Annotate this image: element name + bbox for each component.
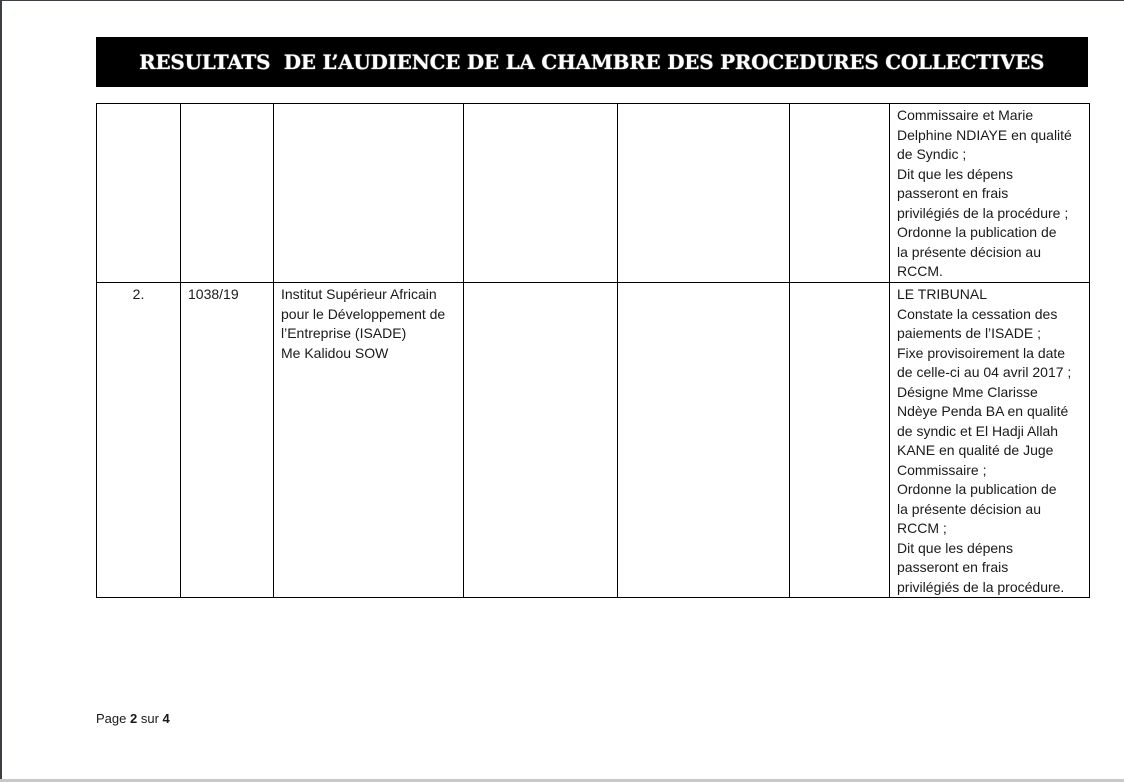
text-line: Dit que les dépens: [897, 539, 1013, 556]
text-line: de Syndic ;: [897, 146, 967, 162]
text-line: RCCM ;: [897, 520, 947, 536]
text-line: Institut Supérieur Africain: [281, 286, 437, 302]
total-pages-number: 4: [162, 711, 170, 726]
table-row: [97, 104, 1090, 283]
row-number-cell: 2.: [97, 283, 181, 598]
text-line: Dit que les dépens: [897, 165, 1013, 182]
page-of-label: sur: [140, 711, 159, 726]
text-line: Ordonne la publication de: [897, 481, 1057, 497]
parties-cell: [274, 283, 464, 598]
text-line: Me Kalidou SOW: [281, 344, 389, 361]
text-line: privilégiés de la procédure.: [897, 578, 1065, 595]
empty-cell: [618, 104, 790, 283]
text-line: privilégiés de la procédure ;: [897, 204, 1069, 221]
text-line: passeront en frais: [897, 185, 1009, 201]
text-line: de syndic et El Hadji Allah: [897, 422, 1059, 439]
text-line: passeront en frais: [897, 559, 1009, 575]
text-line: RCCM.: [897, 263, 943, 279]
parties-cell: [274, 104, 464, 283]
page-frame-top-border: [0, 0, 1124, 1]
table-row: [97, 283, 1090, 598]
case-ref-cell: [181, 104, 274, 283]
text-line: Ndèye Penda BA en qualité: [897, 403, 1069, 419]
document-title-banner: [96, 37, 1088, 87]
empty-cell: [790, 283, 890, 598]
text-line: Fixe provisoirement la date: [897, 344, 1066, 361]
text-line: Constate la cessation des: [897, 305, 1058, 322]
empty-cell: [464, 104, 618, 283]
text-line: pour le Développement de: [281, 305, 446, 322]
text-line: la présente décision au: [897, 243, 1041, 260]
empty-cell: [464, 283, 618, 598]
text-line: de celle-ci au 04 avril 2017 ;: [897, 364, 1072, 380]
text-line: Commissaire ;: [897, 461, 987, 478]
results-table: [96, 103, 1090, 598]
page-frame-left-border: [0, 0, 2, 779]
document-title: RESULTATS DE L’AUDIENCE DE LA CHAMBRE DES PROCEDURES COLLECTIVES: [139, 50, 1045, 74]
current-page-number: 2: [130, 711, 138, 726]
page-label: Page: [96, 711, 127, 726]
text-line: paiements de l’ISADE ;: [897, 325, 1041, 341]
text-line: Désigne Mme Clarisse: [897, 383, 1038, 400]
text-line: Commissaire et Marie: [897, 107, 1034, 123]
decision-cell: [890, 283, 1090, 598]
empty-cell: [618, 283, 790, 598]
page-footer: [96, 711, 170, 726]
text-line: l’Entreprise (ISADE): [281, 325, 407, 341]
text-line: KANE en qualité de Juge: [897, 442, 1054, 458]
text-line: LE TRIBUNAL: [897, 286, 987, 302]
row-number-cell: [97, 104, 181, 283]
text-line: la présente décision au: [897, 500, 1041, 517]
case-ref-cell: 1038/19: [181, 283, 274, 598]
empty-cell: [790, 104, 890, 283]
text-line: Delphine NDIAYE en qualité: [897, 126, 1072, 143]
text-line: Ordonne la publication de: [897, 224, 1057, 240]
decision-cell: [890, 104, 1090, 283]
